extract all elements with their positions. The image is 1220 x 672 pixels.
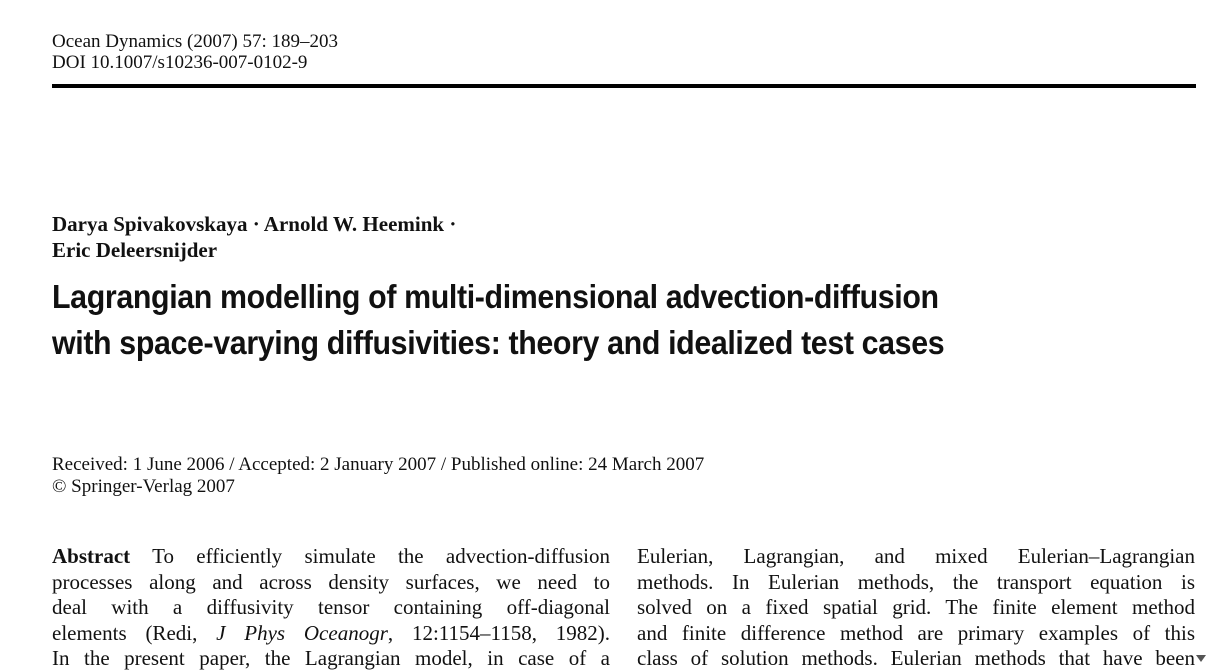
journal-header	[52, 31, 338, 73]
abstract-text: , 12:1154–1158, 1982).	[387, 620, 611, 645]
intro-line: solved on a fixed spatial grid. The finite element method	[637, 595, 1195, 619]
abstract-line	[52, 544, 610, 570]
publication-history	[52, 454, 704, 498]
abstract-text: elements (Redi,	[52, 620, 217, 645]
journal-citation: Ocean Dynamics (2007) 57: 189–203	[52, 31, 338, 52]
journal-citation-italic: J Phys Oceanogr	[216, 620, 388, 645]
abstract-label: Abstract	[52, 544, 131, 568]
intro-line: and finite difference method are primary examples of this	[637, 620, 1195, 645]
doi-line: DOI 10.1007/s10236-007-0102-9	[52, 52, 308, 73]
paper-title	[52, 274, 944, 366]
date-history: Received: 1 June 2006 / Accepted: 2 January 2007 / Published online: 24 March 2007	[52, 454, 705, 475]
copyright-notice: © Springer-Verlag 2007	[52, 476, 235, 497]
abstract-line: In the present paper, the Lagrangian model, in case of a	[52, 646, 610, 670]
abstract-text: To efficiently simulate the advection-diffusion	[130, 544, 610, 568]
header-rule	[52, 84, 1196, 88]
intro-column	[637, 544, 1195, 672]
intro-line: Eulerian, Lagrangian, and mixed Eulerian–Lagrangian	[637, 544, 1195, 568]
intro-line: methods. In Eulerian methods, the transport equation is	[637, 569, 1195, 594]
abstract-line: deal with a diffusivity tensor containing off-diagonal	[52, 595, 610, 619]
abstract-line: processes along and across density surfaces, we need to	[52, 569, 610, 594]
abstract-line	[52, 621, 610, 647]
author-line-1: Darya Spivakovskaya · Arnold W. Heemink ·	[52, 212, 457, 236]
title-line-1: Lagrangian modelling of multi-dimensional advection-diffusion	[52, 278, 939, 315]
title-line-2: with space-varying diffusivities: theory and idealized test cases	[52, 324, 945, 361]
author-line-2: Eric Deleersnijder	[52, 238, 218, 262]
scroll-down-icon[interactable]	[1196, 655, 1206, 662]
author-list	[52, 211, 456, 263]
abstract-column	[52, 544, 610, 672]
intro-line: class of solution methods. Eulerian methods that have been	[637, 646, 1195, 670]
